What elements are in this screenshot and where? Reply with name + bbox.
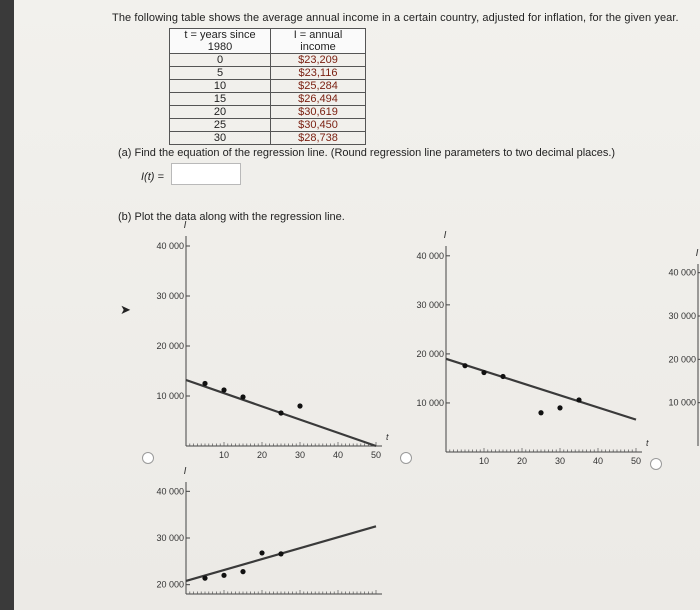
income-value: $30,619	[271, 106, 366, 119]
x-tick-label: 30	[294, 450, 306, 460]
y-tick-label: 40 000	[668, 267, 696, 278]
data-point	[240, 569, 245, 574]
x-tick-label: 40	[332, 450, 344, 460]
data-point	[481, 370, 486, 375]
table-row	[170, 132, 366, 145]
y-tick-label: 10 000	[156, 391, 184, 401]
income-table	[169, 28, 366, 145]
x-tick-label: 50	[630, 456, 642, 466]
income-value: $25,284	[271, 80, 366, 93]
y-tick-label: 20 000	[668, 354, 696, 365]
data-point	[221, 573, 226, 578]
x-axis-label: t	[646, 438, 649, 448]
question-text: The following table shows the average annual income in a certain country, adjusted for inflation, for the given year.	[112, 12, 679, 24]
data-point	[240, 394, 245, 399]
income-value: $26,494	[271, 93, 366, 106]
income-value: $23,116	[271, 67, 366, 80]
data-point	[500, 374, 505, 379]
mouse-cursor-icon: ➤	[120, 302, 131, 317]
data-point	[278, 551, 283, 556]
x-tick-label: 20	[516, 456, 528, 466]
y-tick-label: 40 000	[156, 241, 184, 251]
data-point	[538, 410, 543, 415]
t-value: 15	[170, 93, 271, 106]
data-point	[278, 410, 283, 415]
y-tick-label: 20 000	[156, 341, 184, 351]
income-value: $23,209	[271, 54, 366, 67]
y-tick-label: 40 000	[416, 250, 444, 261]
data-point	[259, 550, 264, 555]
data-point	[576, 397, 581, 402]
y-tick-label: 10 000	[416, 397, 444, 408]
x-tick-label: 50	[370, 450, 382, 460]
y-tick-label: 20 000	[416, 348, 444, 359]
y-tick-label: 30 000	[156, 533, 184, 543]
y-tick-label: 30 000	[416, 299, 444, 310]
table-row	[170, 54, 366, 67]
y-tick-label: 10 000	[668, 397, 696, 408]
header-income: I = annual income	[271, 29, 366, 54]
x-tick-label: 10	[478, 456, 490, 466]
regression-answer-input[interactable]	[171, 163, 241, 185]
answer-label: I(t) =	[141, 171, 164, 183]
y-tick-label: 40 000	[156, 486, 184, 497]
table-row	[170, 106, 366, 119]
y-axis-label: I	[183, 466, 187, 477]
t-value: 20	[170, 106, 271, 119]
graph-option-4	[140, 466, 400, 610]
graph-option-2	[398, 232, 660, 472]
data-point	[202, 381, 207, 386]
t-value: 5	[170, 67, 271, 80]
table-row	[170, 119, 366, 132]
table-row	[170, 67, 366, 80]
y-axis-label: I	[695, 248, 699, 259]
y-tick-label: 20 000	[156, 579, 184, 590]
data-point	[557, 405, 562, 410]
y-tick-label: 30 000	[668, 311, 696, 321]
income-value: $30,450	[271, 119, 366, 132]
t-value: 0	[170, 54, 271, 67]
part-a-prompt: (a) Find the equation of the regression line. (Round regression line parameters to two decimal places.)	[118, 147, 616, 159]
header-t: t = years since 1980	[170, 29, 271, 54]
y-axis-label: I	[183, 220, 187, 231]
income-value: $28,738	[271, 132, 366, 145]
graph-option-1	[140, 222, 400, 467]
y-tick-label: 30 000	[156, 291, 184, 301]
table-row	[170, 93, 366, 106]
x-tick-label: 30	[554, 456, 566, 466]
t-value: 25	[170, 119, 271, 132]
x-axis-label: t	[386, 432, 389, 442]
data-point	[221, 387, 226, 392]
data-point	[202, 576, 207, 581]
t-value: 30	[170, 132, 271, 145]
y-axis-label: I	[443, 230, 447, 241]
table-row	[170, 80, 366, 93]
graph-option-3	[664, 250, 700, 460]
part-b-prompt: (b) Plot the data along with the regression line.	[118, 211, 345, 223]
x-tick-label: 40	[592, 456, 604, 466]
data-point	[297, 403, 302, 408]
left-edge-strip	[0, 0, 14, 610]
table-header-row	[170, 29, 366, 54]
data-point	[462, 363, 467, 368]
x-tick-label: 10	[218, 450, 230, 460]
t-value: 10	[170, 80, 271, 93]
x-tick-label: 20	[256, 450, 268, 460]
